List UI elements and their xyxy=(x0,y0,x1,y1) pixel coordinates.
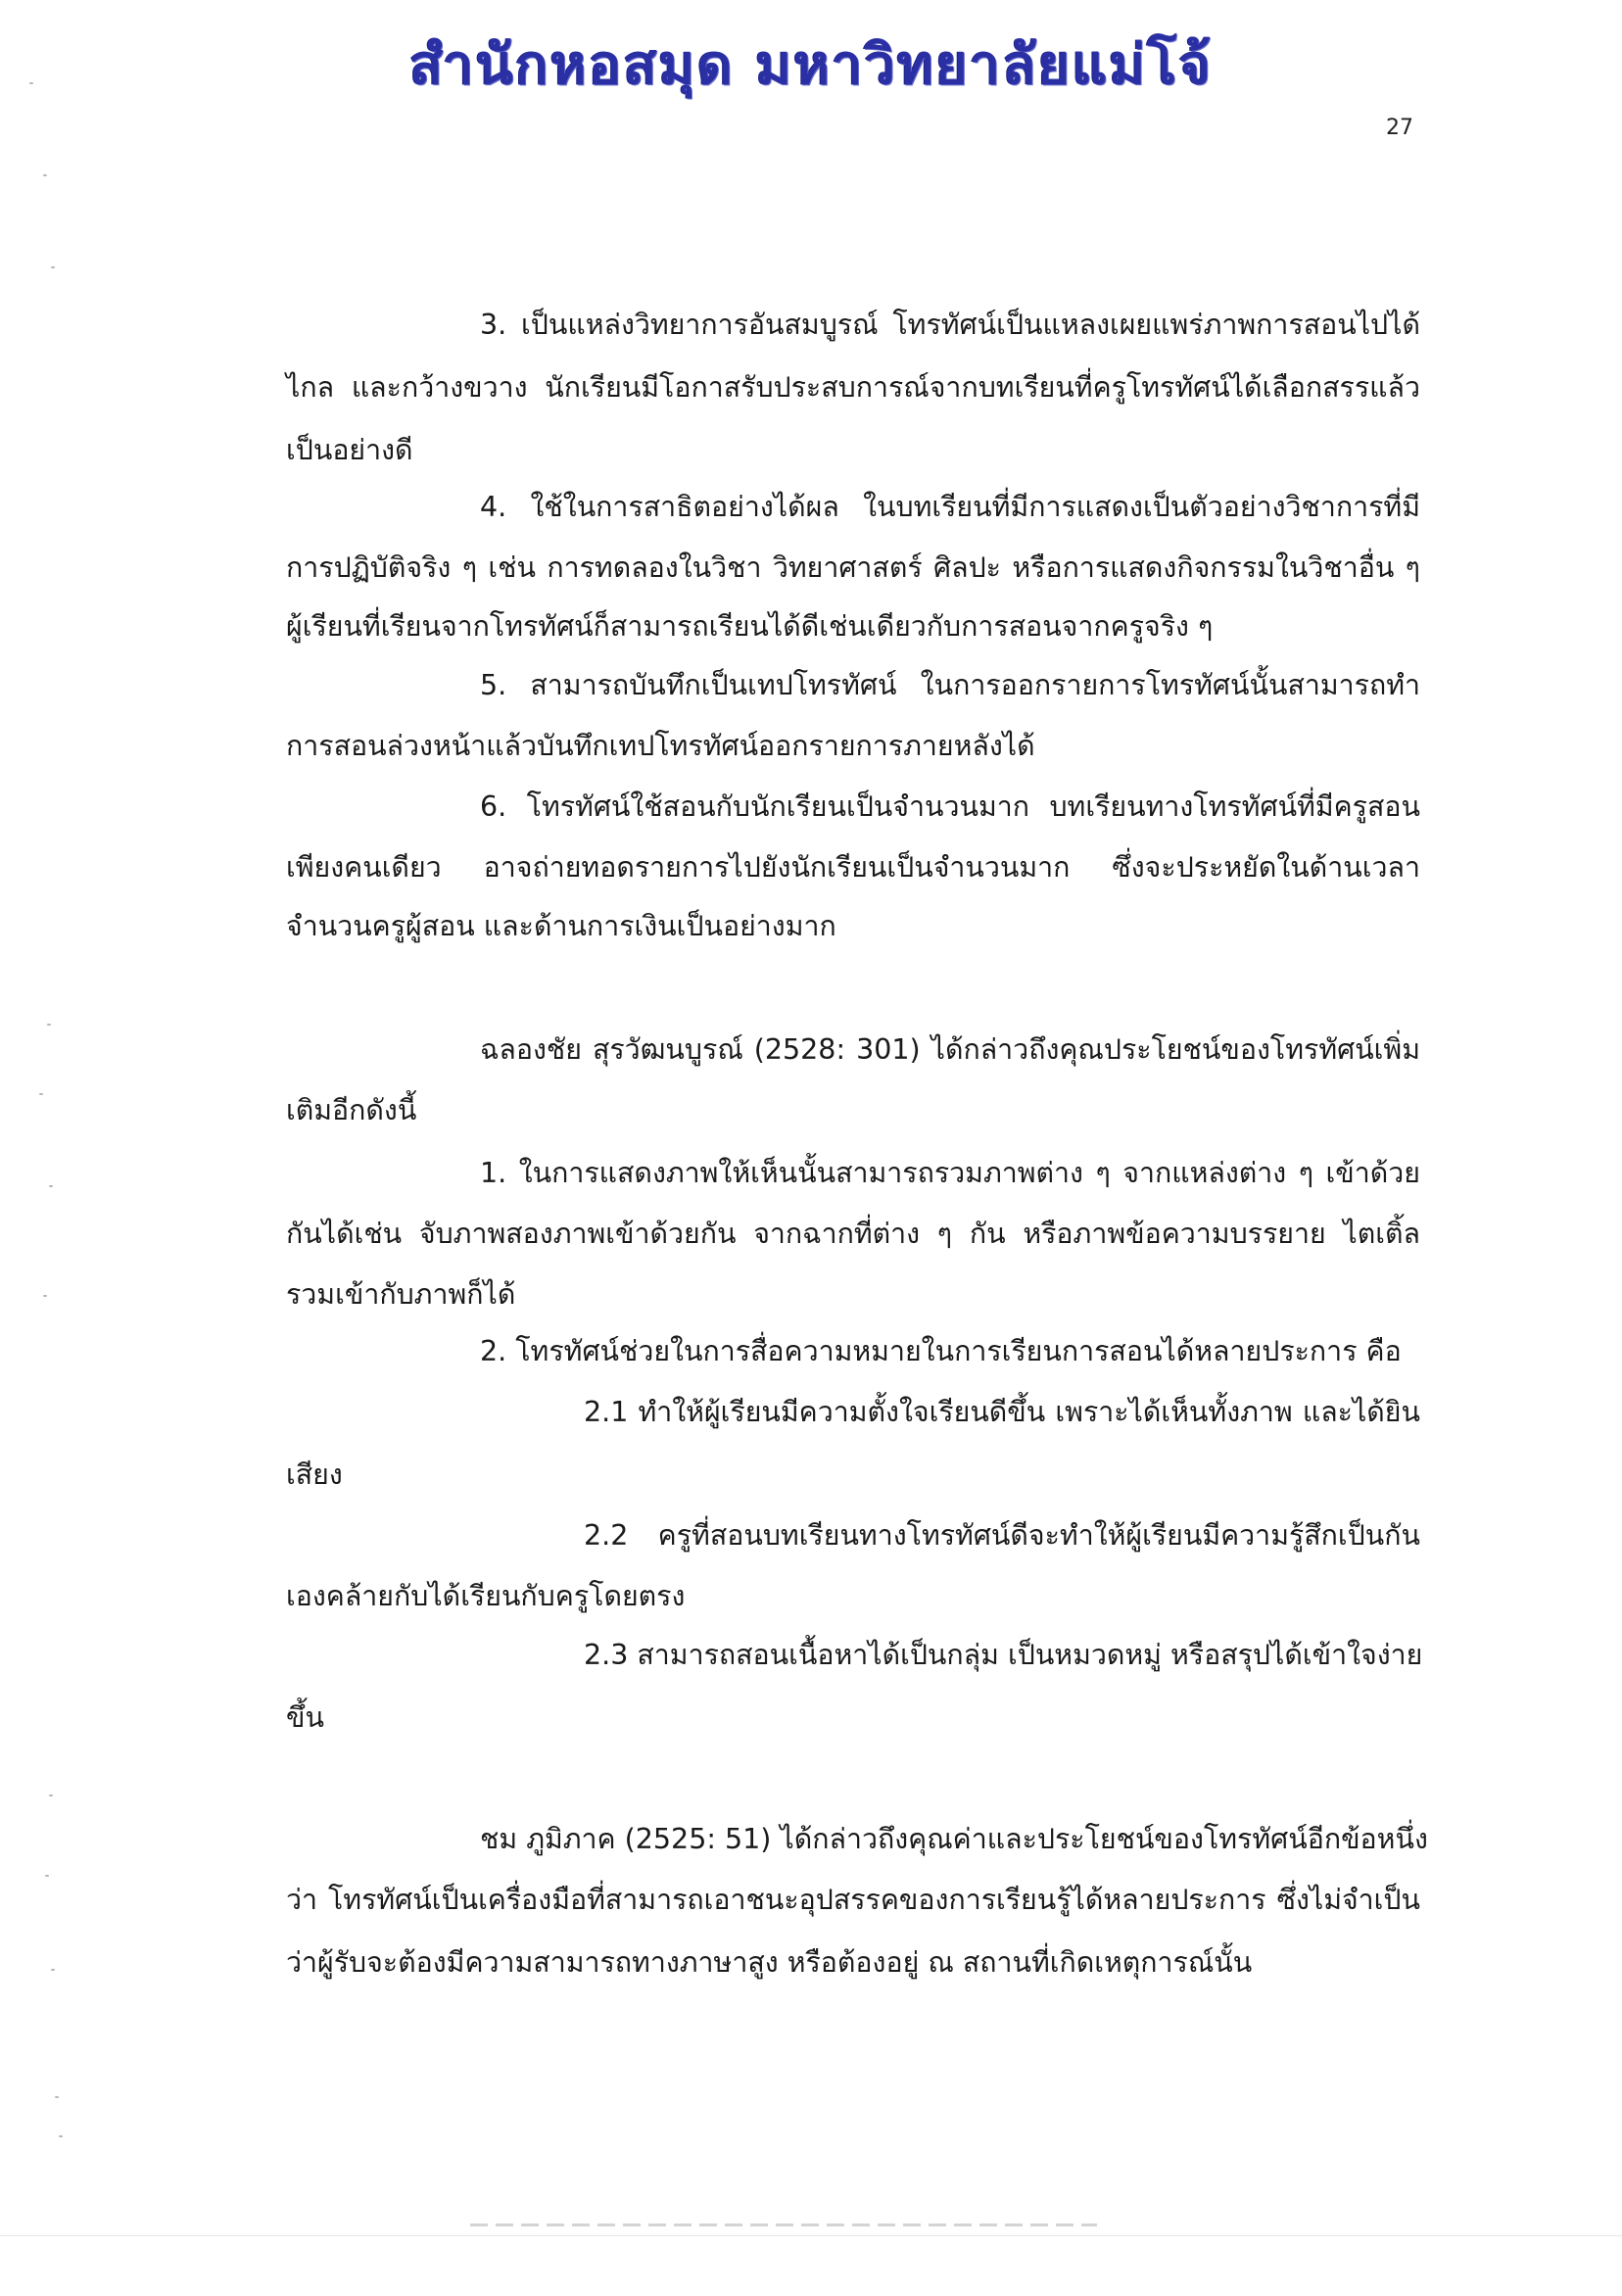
scan-speck xyxy=(47,1024,51,1026)
page-bottom-edge xyxy=(0,2235,1622,2236)
text-line: ว่าผู้รับจะต้องมีความสามารถทางภาษาสูง หรือต้องอยู่ ณ สถานที่เกิดเหตุการณ์นั้น xyxy=(286,1946,1253,1979)
text-line: 2.2 ครูที่สอนบทเรียนทางโทรทัศน์ดีจะทำให้ผู้เรียนมีความรู้สึกเป็นกัน xyxy=(584,1519,1420,1552)
page-number: 27 xyxy=(1386,116,1413,140)
text-line: รวมเข้ากับภาพก็ได้ xyxy=(286,1278,516,1311)
scan-speck xyxy=(49,1794,53,1796)
text-line: การสอนล่วงหน้าแล้วบันทึกเทปโทรทัศน์ออกรายการภายหลังได้ xyxy=(286,730,1035,762)
scan-speck xyxy=(45,1875,49,1877)
scan-speck xyxy=(55,2096,59,2098)
text-line: 4. ใช้ในการสาธิตอย่างได้ผล ในบทเรียนที่มีการแสดงเป็นตัวอย่างวิชาการที่มี xyxy=(480,491,1420,523)
text-line: ว่า โทรทัศน์เป็นเครื่องมือที่สามารถเอาชนะอุปสรรคของการเรียนรู้ได้หลายประการ ซึ่งไม่จำเป็น xyxy=(286,1884,1420,1916)
scan-speck xyxy=(51,266,55,268)
scan-speck xyxy=(43,174,47,176)
text-line: ฉลองชัย สุรวัฒนบูรณ์ (2528: 301) ได้กล่าวถึงคุณประโยชน์ของโทรทัศน์เพิ่ม xyxy=(480,1033,1420,1066)
text-line: 2. โทรทัศน์ช่วยในการสื่อความหมายในการเรียนการสอนได้หลายประการ คือ xyxy=(480,1335,1402,1367)
scan-speck xyxy=(59,2135,63,2137)
text-line: เองคล้ายกับได้เรียนกับครูโดยตรง xyxy=(286,1580,686,1612)
text-line: เพียงคนเดียว อาจถ่ายทอดรายการไปยังนักเรียนเป็นจำนวนมาก ซึ่งจะประหยัดในด้านเวลา xyxy=(286,851,1420,884)
text-line: กันได้เช่น จับภาพสองภาพเข้าด้วยกัน จากฉากที่ต่าง ๆ กัน หรือภาพข้อความบรรยาย ไตเติ้ล xyxy=(286,1218,1420,1250)
text-line: 1. ในการแสดงภาพให้เห็นนั้นสามารถรวมภาพต่าง ๆ จากแหล่งต่าง ๆ เข้าด้วย xyxy=(480,1157,1420,1189)
text-line: 6. โทรทัศน์ใช้สอนกับนักเรียนเป็นจำนวนมาก บทเรียนทางโทรทัศน์ที่มีครูสอน xyxy=(480,790,1420,823)
text-line: 5. สามารถบันทึกเป็นเทปโทรทัศน์ ในการออกรายการโทรทัศน์นั้นสามารถทำ xyxy=(480,669,1420,701)
text-line: ขึ้น xyxy=(286,1701,324,1734)
footer-bleed-through xyxy=(470,2224,1097,2226)
text-line: เสียง xyxy=(286,1459,343,1491)
text-line: การปฏิบัติจริง ๆ เช่น การทดลองในวิชา วิทยาศาสตร์ ศิลปะ หรือการแสดงกิจกรรมในวิชาอื่น ๆ xyxy=(286,551,1420,584)
text-line: 2.1 ทำให้ผู้เรียนมีความตั้งใจเรียนดีขึ้น เพราะได้เห็นทั้งภาพ และได้ยิน xyxy=(584,1396,1420,1428)
scan-speck xyxy=(49,1185,53,1187)
text-line: เติมอีกดังนี้ xyxy=(286,1094,417,1126)
library-stamp: สำนักหอสมุด มหาวิทยาลัยแม่โจ้ xyxy=(408,32,1214,97)
text-line: ไกล และกว้างขวาง นักเรียนมีโอกาสรับประสบการณ์จากบทเรียนที่ครูโทรทัศน์ได้เลือกสรรแล้ว xyxy=(286,371,1420,404)
text-line: เป็นอย่างดี xyxy=(286,434,413,466)
text-line: ชม ภูมิภาค (2525: 51) ได้กล่าวถึงคุณค่าและประโยชน์ของโทรทัศน์อีกข้อหนึ่ง xyxy=(480,1823,1428,1855)
text-line: จำนวนครูผู้สอน และด้านการเงินเป็นอย่างมาก xyxy=(286,910,836,942)
text-line: 3. เป็นแหล่งวิทยาการอันสมบูรณ์ โทรทัศน์เป็นแหลงเผยแพร่ภาพการสอนไปได้ xyxy=(480,309,1420,341)
text-line: 2.3 สามารถสอนเนื้อหาได้เป็นกลุ่ม เป็นหมวดหมู่ หรือสรุปได้เข้าใจง่าย xyxy=(584,1639,1423,1671)
scan-speck xyxy=(29,82,33,84)
scan-speck xyxy=(39,1093,43,1095)
text-line: ผู้เรียนที่เรียนจากโทรทัศน์ก็สามารถเรียนได้ดีเช่นเดียวกับการสอนจากครูจริง ๆ xyxy=(286,610,1214,643)
scan-speck xyxy=(43,1295,47,1297)
scan-speck xyxy=(51,1969,55,1971)
